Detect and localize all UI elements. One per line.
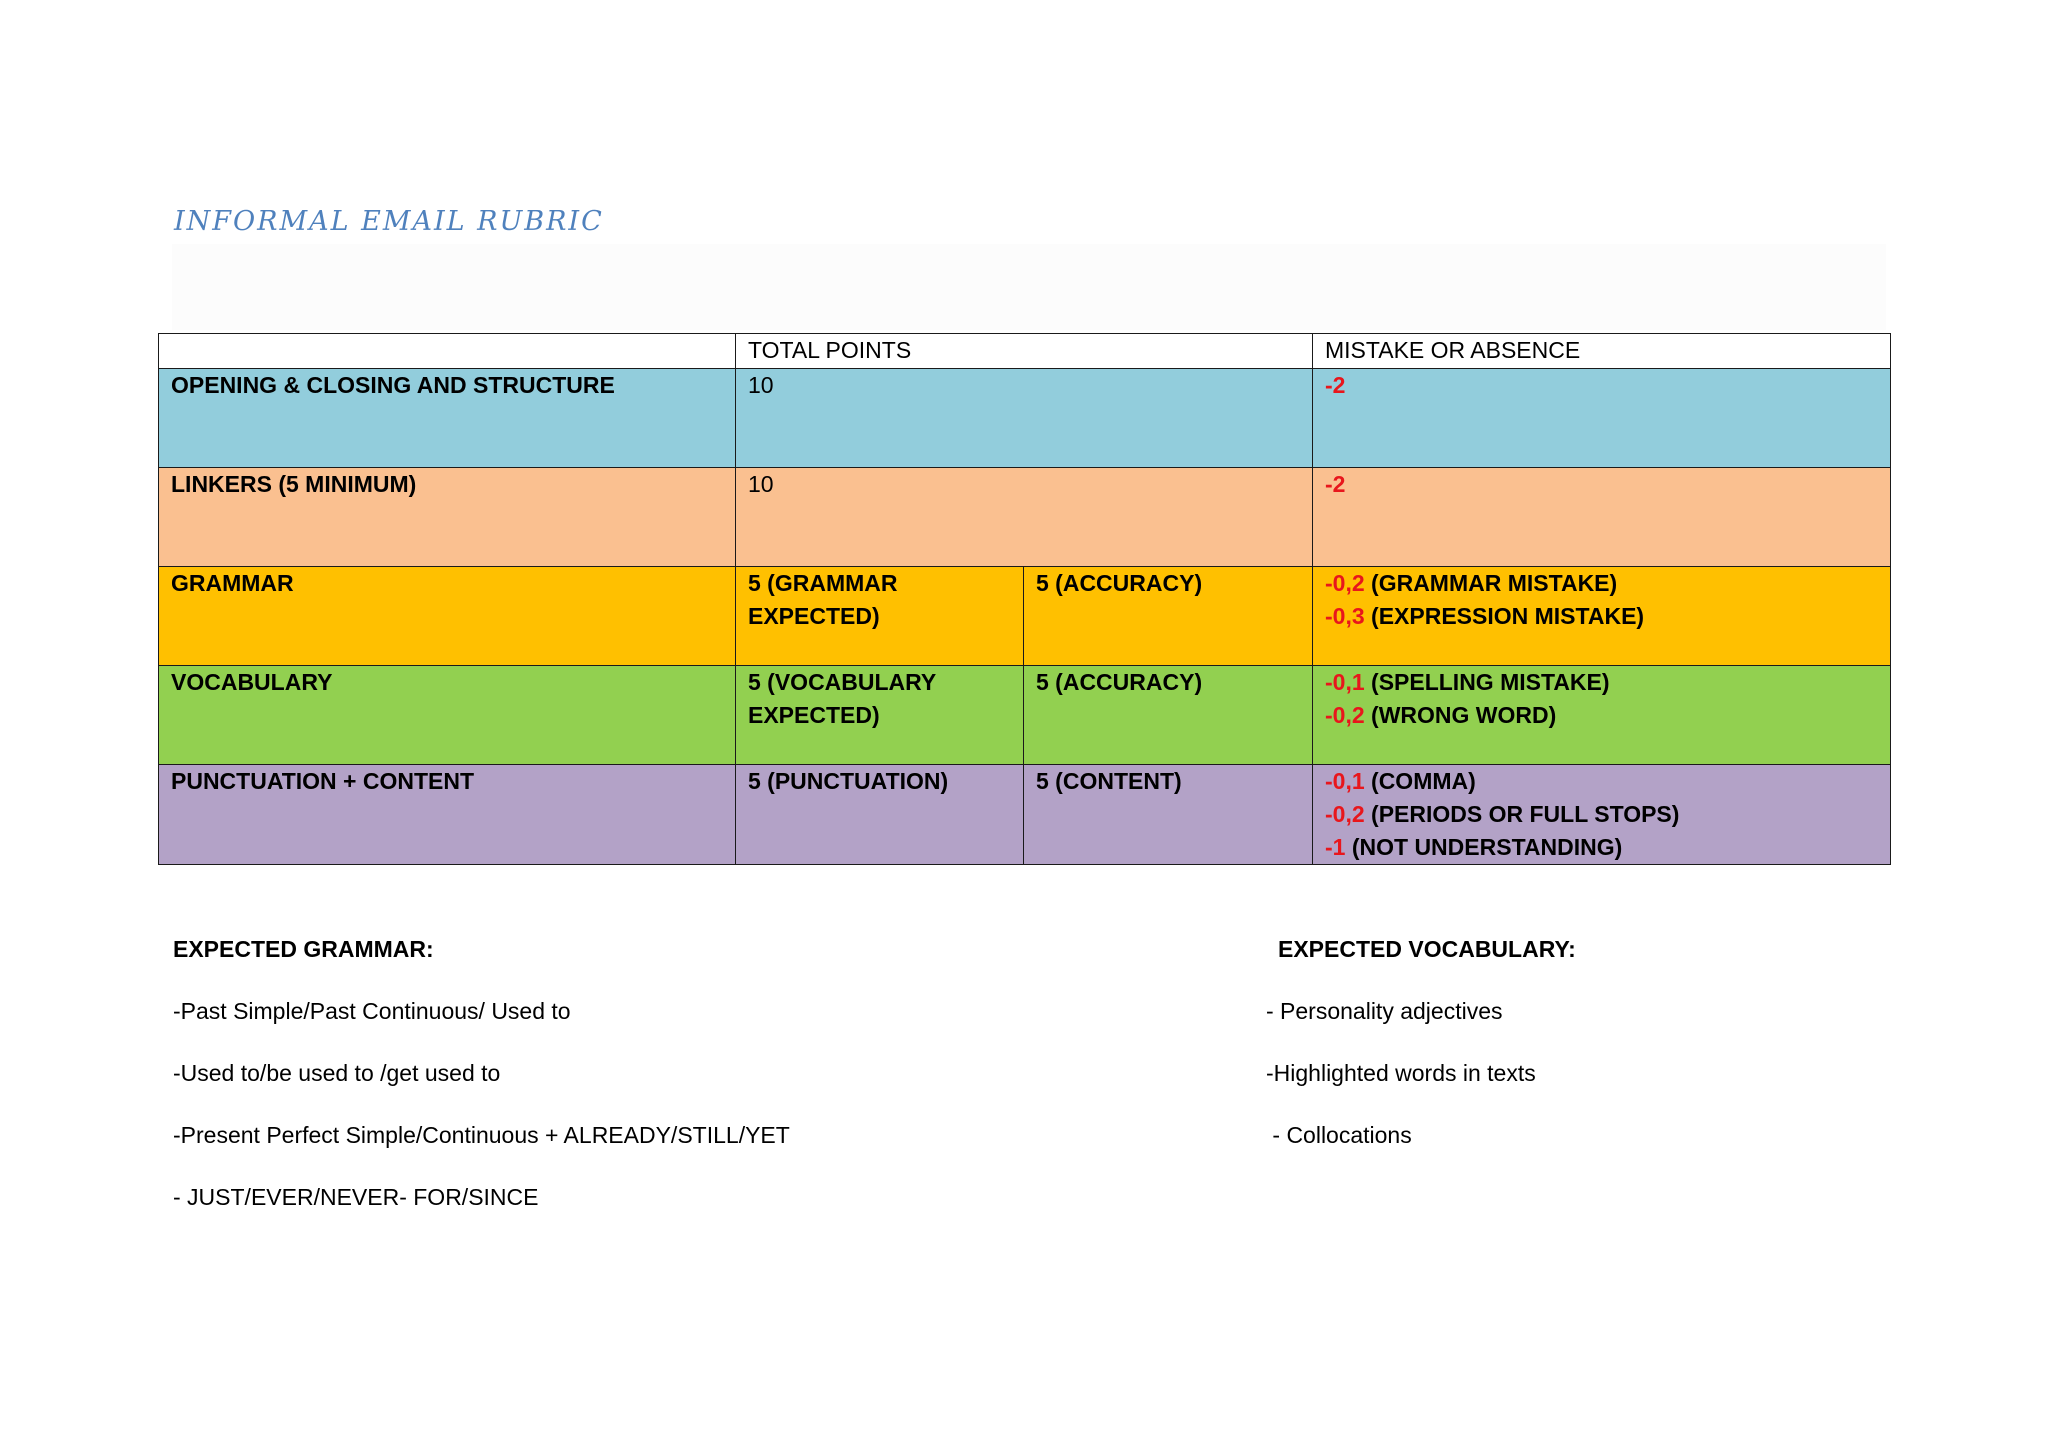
total-points-cell-accuracy: 5 (ACCURACY) [1024,567,1313,666]
penalty-points: -0,1 [1325,768,1365,794]
expected-vocabulary-section [1266,934,1576,1182]
rubric-row-punctuation-content [159,765,1891,865]
penalty-line [1325,699,1878,732]
total-points-cell-expected: 5 (VOCABULARY EXPECTED) [736,666,1024,765]
expected-vocabulary-item: -Highlighted words in texts [1266,1060,1536,1086]
rubric-row-vocabulary [159,666,1891,765]
header-cell-blank [159,334,736,369]
penalty-line [1325,369,1878,402]
penalty-points: -0,3 [1325,603,1365,629]
header-cell-total-points: TOTAL POINTS [736,334,1313,369]
expected-grammar-heading: EXPECTED GRAMMAR: [173,936,434,962]
penalty-reason: (EXPRESSION MISTAKE) [1364,603,1645,629]
penalty-reason: (SPELLING MISTAKE) [1364,669,1610,695]
total-points-cell-accuracy: 5 (ACCURACY) [1024,666,1313,765]
penalty-points: -0,2 [1325,801,1365,827]
penalty-line [1325,831,1878,864]
penalty-line [1325,567,1878,600]
penalty-points: -0,1 [1325,669,1365,695]
category-cell: PUNCTUATION + CONTENT [159,765,736,865]
penalty-points: -2 [1325,471,1346,497]
penalty-points: -2 [1325,372,1346,398]
penalty-line [1325,798,1878,831]
penalty-line [1325,666,1878,699]
penalty-points: -0,2 [1325,570,1365,596]
expected-grammar-item: -Present Perfect Simple/Continuous + ALREADY/STILL/YET [173,1122,790,1148]
penalty-cell [1313,369,1891,468]
document-title: INFORMAL EMAIL RUBRIC [174,206,604,237]
rubric-row-opening-closing [159,369,1891,468]
rubric-table [158,333,1891,865]
penalty-line [1325,468,1878,501]
title-underlay [172,244,1886,330]
penalty-line [1325,600,1878,633]
total-points-cell-punctuation: 5 (PUNCTUATION) [736,765,1024,865]
total-points-cell-content: 5 (CONTENT) [1024,765,1313,865]
total-points-cell: 10 [736,369,1313,468]
expected-grammar-item: -Past Simple/Past Continuous/ Used to [173,998,571,1024]
total-points-cell: 10 [736,468,1313,567]
penalty-reason: (NOT UNDERSTANDING) [1345,834,1623,860]
penalty-reason: (PERIODS OR FULL STOPS) [1364,801,1680,827]
header-cell-mistake-or-absence: MISTAKE OR ABSENCE [1313,334,1891,369]
penalty-reason: (COMMA) [1364,768,1476,794]
penalty-cell [1313,765,1891,865]
expected-grammar-section [173,934,790,1244]
expected-vocabulary-item: - Personality adjectives [1266,998,1503,1024]
penalty-line [1325,765,1878,798]
rubric-row-linkers [159,468,1891,567]
penalty-cell [1313,666,1891,765]
expected-vocabulary-item: - Collocations [1266,1122,1412,1148]
expected-vocabulary-heading: EXPECTED VOCABULARY: [1278,936,1576,962]
rubric-row-grammar [159,567,1891,666]
penalty-points: -1 [1325,834,1346,860]
rubric-header-row [159,334,1891,369]
penalty-cell [1313,468,1891,567]
expected-grammar-item: - JUST/EVER/NEVER- FOR/SINCE [173,1184,539,1210]
expected-grammar-item: -Used to/be used to /get used to [173,1060,501,1086]
total-points-cell-expected: 5 (GRAMMAR EXPECTED) [736,567,1024,666]
penalty-cell [1313,567,1891,666]
category-cell: LINKERS (5 MINIMUM) [159,468,736,567]
category-cell: VOCABULARY [159,666,736,765]
penalty-points: -0,2 [1325,702,1365,728]
category-cell: GRAMMAR [159,567,736,666]
penalty-reason: (WRONG WORD) [1364,702,1557,728]
penalty-reason: (GRAMMAR MISTAKE) [1364,570,1618,596]
category-cell: OPENING & CLOSING AND STRUCTURE [159,369,736,468]
